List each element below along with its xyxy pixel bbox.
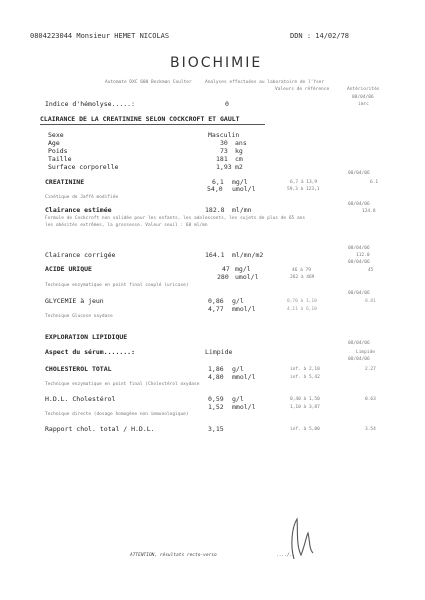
chol-ant-date: 08/04/06 [348,357,370,362]
glycemie-value-mmol: 4,77 [208,305,224,313]
glycemie-method: Technique Glucose oxydase [45,314,113,319]
rapport-value: 3,15 [208,425,224,433]
poids-value: 73 [220,147,228,155]
cockcroft-title: CLAIRANCE DE LA CREATININE SELON COCKCROFT ET GAULT [40,115,240,123]
chol-unit-mmol: mmol/l [232,373,256,381]
poids-unit: kg [235,147,243,155]
chol-value-mmol: 4,80 [208,373,224,381]
clairance-ant-date: 08/04/06 [348,202,370,207]
lipid-title: EXPLORATION LIPIDIQUE [45,333,128,341]
urique-ref-umol: 262 à 469 [290,275,315,280]
age-label: Age [48,139,60,147]
anteriority-column-header: Antériorités [347,87,380,92]
urique-ant: 45 [368,268,374,273]
surface-value: 1,93 [216,163,232,171]
corrigee-label: Clairance corrigée [45,251,116,259]
rapport-label: Rapport chol. total / H.D.L. [45,425,155,433]
taille-label: Taille [48,155,72,163]
surface-unit: m2 [235,163,243,171]
chol-label: CHOLESTEROL TOTAL [45,365,112,373]
urique-method: Technique enzymatique en point final couplé (uricase) [45,283,189,288]
glycemie-label: GLYCEMIE à jeun [45,297,104,305]
age-unit: ans [235,139,247,147]
glycemie-ant-date: 08/04/06 [348,291,370,296]
ref-column-header: Valeurs de référence [275,87,330,92]
glycemie-unit-mmol: mmol/l [232,305,256,313]
chol-method: Technique enzymatique en point final (Cholestérol oxydase [45,382,200,387]
creatinine-ant: 6.1 [370,180,379,185]
chol-ref-g: inf. à 2,10 [290,367,320,372]
anteriority-date: 08/04/06 [352,95,374,100]
hdl-label: H.D.L. Cholestérol [45,395,116,403]
corrigee-unit: ml/mn/m2 [232,251,264,259]
creatinine-ref-mg: 6,7 à 13,9 [290,180,318,185]
section-divider [40,124,265,125]
glycemie-ref-g: 0,70 à 1,10 [287,299,317,304]
glycemie-unit-g: g/l [232,297,244,305]
anteriority-sub: imrc [358,102,369,107]
chol-unit-g: g/l [232,365,244,373]
age-value: 30 [220,139,228,147]
footer-page: ..../.. [276,553,295,558]
hemolyse-label: Indice d'hémolyse.....: [45,100,136,108]
poids-label: Poids [48,147,68,155]
aspect-ant-date: 08/04/06 [348,341,370,346]
rapport-ref: inf. à 5,00 [290,427,320,432]
hdl-ref-mmol: 1,10 à 3,87 [290,405,320,410]
corrigee-value: 164.1 [205,251,225,259]
chol-ant: 2.27 [365,367,376,372]
clairance-ant: 124.8 [362,209,376,214]
creatinine-value-umol: 54,0 [207,185,223,193]
clairance-label: Clairance estimée [45,206,112,214]
analyses-lab: Analyses effectuées au laboratoire de l'Yser [205,80,325,85]
hdl-unit-g: g/l [232,395,244,403]
hemolyse-value: 0 [225,100,229,108]
urique-label: ACIDE URIQUE [45,265,92,273]
aspect-label: Aspect du sérum.......: [45,348,136,356]
automate: Automate DXC 600 Beckman Coulter [105,80,192,85]
corrigee-ant-date: 08/04/06 [348,246,370,251]
creatinine-ref-umol: 59,3 à 123,1 [287,187,320,192]
glycemie-ant: 0.81 [365,299,376,304]
creatinine-value-mg: 6,1 [212,178,224,186]
aspect-value: Limpide [205,348,233,356]
hdl-ant: 0.63 [365,397,376,402]
glycemie-value-g: 0,86 [208,297,224,305]
patient-line: 0804223044 Monsieur HEMET NICOLAS [30,32,170,40]
urique-ref-mg: 46 à 79 [292,268,311,273]
creatinine-method: Cinétique de Jaffé modifiée [45,195,119,200]
creatinine-label: CREATININE [45,178,85,186]
taille-unit: cm [235,155,243,163]
urique-value-mg: 47 [222,265,230,273]
taille-value: 181 [216,155,228,163]
urique-ant-date: 08/04/06 [348,260,370,265]
sexe-label: Sexe [48,131,64,139]
urique-unit-umol: umol/l [235,273,259,281]
aspect-ant: Limpide [356,350,375,355]
creatinine-unit-mg: mg/l [232,178,248,186]
page-title: BIOCHIMIE [170,55,263,71]
urique-unit-mg: mg/l [235,265,251,273]
clairance-note-1: Formule de Cockcroft non validée pour les enfants, les adolescents, les sujets de plus de 65 ans [45,216,306,221]
ddn: DDN : 14/02/78 [290,32,350,40]
clairance-note-2: les obésités extrêmes, la grossesse. Valeur seuil : 60 ml/mn [45,223,208,228]
sexe-value: Masculin [208,131,240,139]
footer-attention: ATTENTION, résultats recto-verso [130,553,217,558]
creatinine-unit-umol: umol/l [232,185,256,193]
surface-label: Surface corporelle [48,163,119,171]
urique-value-umol: 280 [217,273,229,281]
clairance-value: 182.8 [205,206,225,214]
glycemie-ref-mmol: 4,11 à 6,10 [287,307,317,312]
hdl-method: Technique directe (dosage homogène non immunologique) [45,412,189,417]
rapport-ant: 3.54 [365,427,376,432]
clairance-unit: ml/mn [232,206,252,214]
hdl-value-mmol: 1,52 [208,403,224,411]
hdl-unit-mmol: mmol/l [232,403,256,411]
hdl-value-g: 0,59 [208,395,224,403]
chol-value-g: 1,86 [208,365,224,373]
hdl-ref-g: 0,40 à 1,50 [290,397,320,402]
creatinine-ant-date: 08/04/06 [348,171,370,176]
corrigee-ant: 112.0 [356,253,370,258]
chol-ref-mmol: inf. à 5,42 [290,375,320,380]
